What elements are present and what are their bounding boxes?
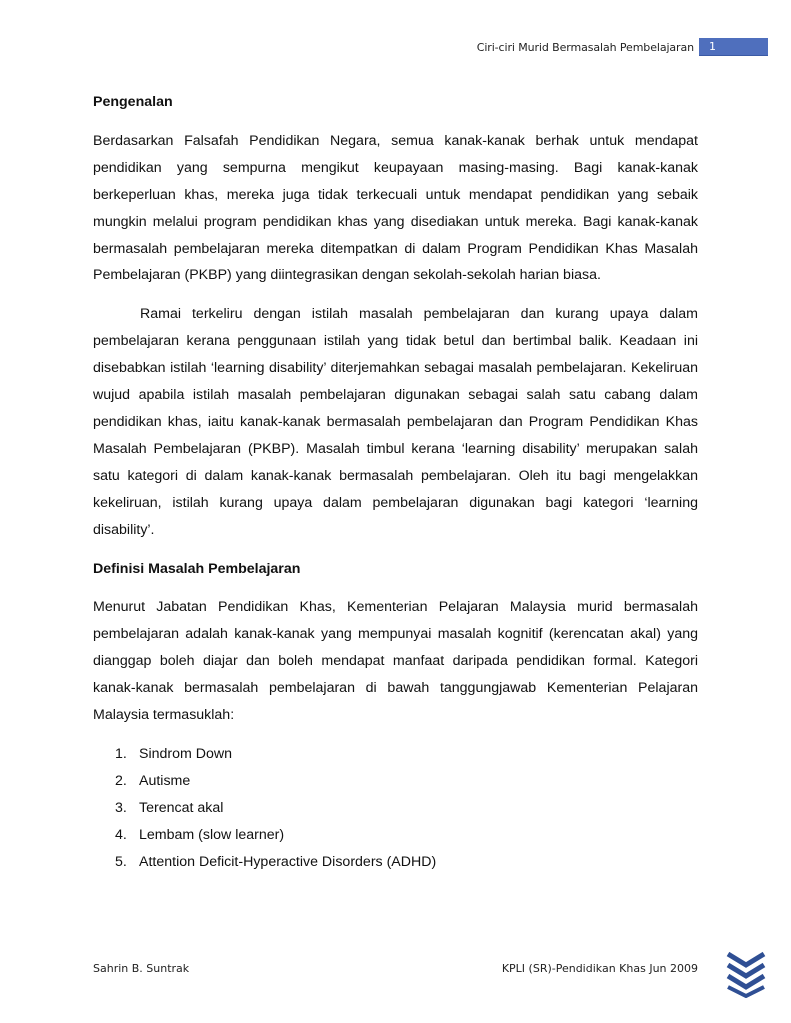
paragraph-intro-1: Berdasarkan Falsafah Pendidikan Negara, semua kanak-kanak berhak untuk mendapat pendidikan yang sempurna mengikut keupayaan masing-masing. Bagi kanak-kanak berkeperluan khas, mereka juga tidak terkecuali untuk mendapat pendidikan yang sebaik mungkin melalui program pendidikan khas yang disediakan untuk mereka. Bagi kanak-kanak bermasalah pembelajaran mereka ditempatkan di dalam Program Pendidikan Khas Masalah Pembelajaran (PKBP) yang diintegrasikan dengan sekolah-sekolah harian biasa. <box>93 132 698 284</box>
list-item-number: 5. <box>115 853 127 870</box>
paragraph-intro-2: Ramai terkeliru dengan istilah masalah pembelajaran dan kurang upaya dalam pembelajaran kerana penggunaan istilah yang tidak betul dan bertimbal balik. Keadaan ini disebabkan istilah ‘learning disability’ diterjemahkan sebagai masalah pembelajaran. Kekeliruan wujud apabila istilah masalah pembelajaran digunakan sebagai salah satu cabang dalam pendidikan khas, iaitu kanak-kanak bermasalah pembelajaran dan Program Pendidikan Khas Masalah Pembelajaran (PKBP). Masalah timbul kerana ‘learning disability’ merupakan salah satu kategori di dalam kanak-kanak bermasalah pembelajaran. Oleh itu bagi mengelakkan kekeliruan, istilah kurang upaya dalam pembelajaran digunakan bagi kategori ‘learning disability’. <box>93 306 698 538</box>
list-item-number: 4. <box>115 826 127 843</box>
list-item <box>93 795 698 822</box>
list-item-text: Autisme <box>139 772 191 789</box>
list-item-text: Lembam (slow learner) <box>139 826 285 843</box>
list-item-text: Sindrom Down <box>139 745 233 762</box>
footer-course: KPLI (SR)-Pendidikan Khas Jun 2009 <box>501 962 698 975</box>
footer-author: Sahrin B. Suntrak <box>93 962 190 975</box>
header-rule <box>699 55 768 56</box>
document-body <box>93 89 698 875</box>
list-item-number: 3. <box>115 799 127 816</box>
list-item-number: 1. <box>115 745 127 762</box>
section-heading-pengenalan: Pengenalan <box>93 94 173 110</box>
header-title: Ciri-ciri Murid Bermasalah Pembelajaran <box>476 41 694 54</box>
page-header <box>0 38 791 58</box>
list-item <box>93 849 698 876</box>
section-heading-definisi: Definisi Masalah Pembelajaran <box>93 560 301 577</box>
list-item <box>93 822 698 849</box>
list-item <box>93 741 698 768</box>
chevrons-down-icon <box>724 950 768 998</box>
list-item-text: Terencat akal <box>139 799 224 816</box>
list-item-text: Attention Deficit-Hyperactive Disorders (ADHD) <box>139 853 437 870</box>
list-item-number: 2. <box>115 772 127 789</box>
category-list <box>93 741 698 876</box>
page-number-badge: 1 <box>699 38 768 55</box>
paragraph-definition: Menurut Jabatan Pendidikan Khas, Kementerian Pelajaran Malaysia murid bermasalah pembelajaran adalah kanak-kanak yang mempunyai masalah kognitif (kerencatan akal) yang dianggap boleh diajar dan boleh mendapat manfaat daripada pendidikan formal. Kategori kanak-kanak bermasalah pembelajaran di bawah tanggungjawab Kementerian Pelajaran Malaysia termasuklah: <box>93 599 698 724</box>
list-item <box>93 768 698 795</box>
